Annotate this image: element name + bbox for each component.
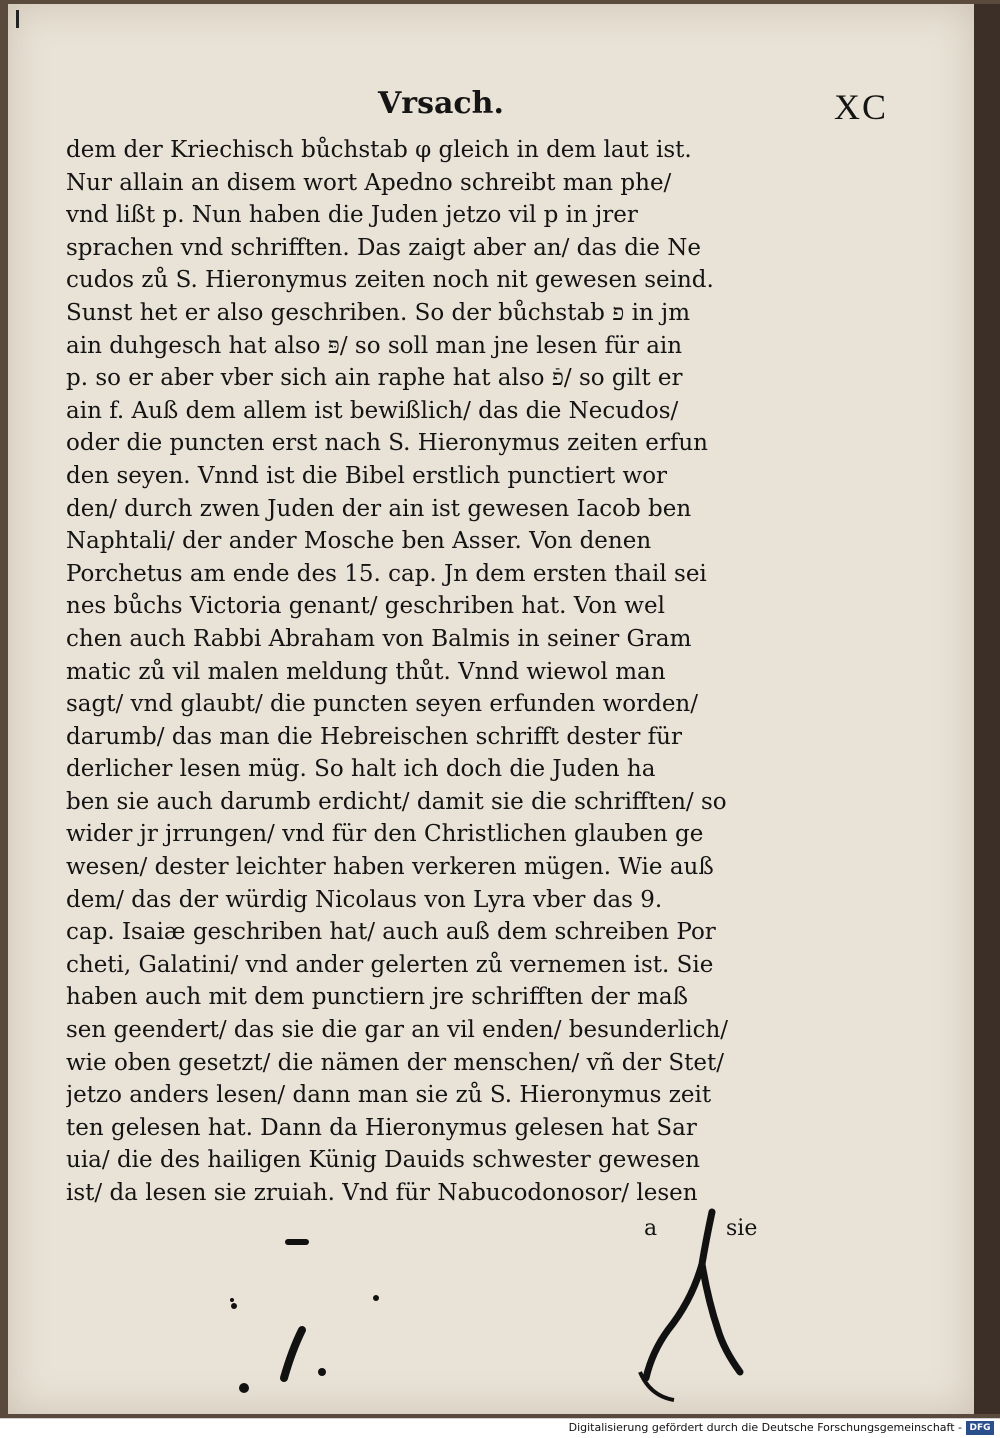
text-line: Porchetus am ende des 15. cap. Jn dem ersten thail sei [66, 560, 707, 587]
ink-figure [646, 1212, 740, 1378]
text-line: ain duhgesch hat also פּ/ so soll man jne lesen für ain [66, 332, 683, 359]
ink-dot [373, 1295, 379, 1301]
ink-dot [230, 1298, 234, 1302]
text-line: Nur allain an disem wort Apedno schreibt man phe/ [66, 169, 672, 196]
ink-dot [231, 1303, 237, 1309]
text-line: wie oben gesetzt/ die nämen der menschen/ vñ der Stet/ [66, 1049, 724, 1076]
text-line: vnd lißt p. Nun haben die Juden jetzo vil p in jrer [66, 202, 638, 229]
text-line: jetzo anders lesen/ dann man sie zů S. Hieronymus zeit [66, 1082, 712, 1109]
text-line: Naphtali/ der ander Mosche ben Asser. Von denen [66, 528, 652, 555]
text-line: dem/ das der würdig Nicolaus von Lyra vber das 9. [66, 886, 663, 913]
text-line: wesen/ dester leichter haben verkeren mügen. Wie auß [66, 854, 714, 881]
text-line: ten gelesen hat. Dann da Hieronymus gelesen hat Sar [66, 1114, 697, 1141]
footer-credit: Digitalisierung gefördert durch die Deutsche Forschungsgemeinschaft - [568, 1421, 962, 1434]
text-line: ist/ da lesen sie zruiah. Vnd für Nabucodonosor/ lesen [66, 1180, 698, 1206]
ink-dot [318, 1368, 326, 1376]
text-line: sprachen vnd schrifften. Das zaigt aber an/ das die Ne [66, 234, 701, 261]
signature-mark: a [644, 1216, 658, 1241]
text-line: ben sie auch darumb erdicht/ damit sie die schrifften/ so [66, 788, 727, 815]
text-line: sagt/ vnd glaubt/ die puncten seyen erfunden worden/ [66, 691, 698, 718]
text-line: Sunst het er also geschriben. So der bůchstab פ in jm [66, 299, 690, 326]
ink-stroke [284, 1330, 302, 1378]
folio-number: XC [834, 87, 889, 127]
text-line: cap. Isaiæ geschriben hat/ auch auß dem schreiben Por [66, 919, 716, 946]
text-line: dem der Kriechisch bůchstab φ gleich in dem laut ist. [66, 137, 692, 163]
text-line: nes bůchs Victoria genant/ geschriben hat. Von wel [66, 593, 665, 620]
text-line: den seyen. Vnnd ist die Bibel erstlich punctiert wor [66, 462, 668, 489]
text-line: chen auch Rabbi Abraham von Balmis in seiner Gram [66, 625, 692, 652]
text-line: ain f. Auß dem allem ist bewißlich/ das die Necudos/ [66, 397, 679, 424]
dfg-logo: DFG [966, 1421, 994, 1435]
text-line: oder die puncten erst nach S. Hieronymus zeiten erfun [66, 430, 708, 457]
ink-dot [239, 1383, 249, 1393]
text-line: derlicher lesen müg. So halt ich doch die Juden ha [66, 756, 656, 783]
text-line: haben auch mit dem punctiern jre schrifften der maß [66, 984, 688, 1011]
text-line: wider jr jrrungen/ vnd für den Christlichen glauben ge [66, 821, 704, 848]
text-line: matic zů vil malen meldung thůt. Vnnd wiewol man [66, 658, 666, 685]
text-line: cudos zů S. Hieronymus zeiten noch nit gewesen seind. [66, 267, 714, 294]
text-line: uia/ die des hailigen Künig Dauids schwester gewesen [66, 1147, 700, 1174]
text-line: den/ durch zwen Juden der ain ist gewesen Iacob ben [66, 495, 692, 522]
text-line: sen geendert/ das sie die gar an vil enden/ besunderlich/ [66, 1017, 729, 1044]
text-line: p. so er aber vber sich ain raphe hat also פֿ/ so gilt er [66, 365, 683, 392]
catchword: sie [726, 1216, 758, 1241]
text-line: cheti, Galatini/ vnd ander gelerten zů vernemen ist. Sie [66, 951, 714, 978]
running-head: Vrsach. [378, 86, 504, 121]
text-line: darumb/ das man die Hebreischen schrifft dester für [66, 723, 682, 750]
footer-bar [0, 1418, 1000, 1438]
